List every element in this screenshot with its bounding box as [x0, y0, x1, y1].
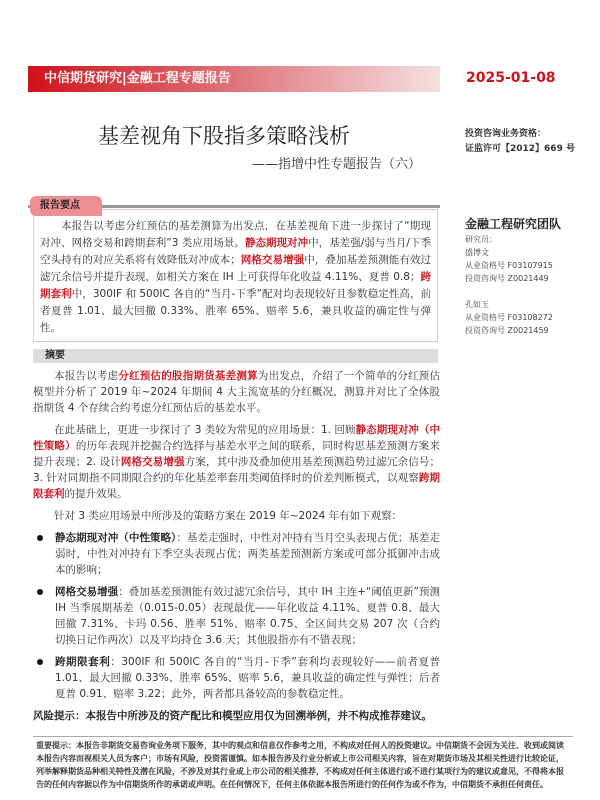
- text: 的提升效果。: [64, 488, 128, 500]
- qualification-license: 证监许可【2012】669 号: [465, 144, 575, 154]
- bullet-title: 跨期限套利: [55, 656, 111, 668]
- bullet-icon: [37, 535, 43, 541]
- highlight: 分红预估的股指期货基差测算: [118, 370, 258, 382]
- report-title: 基差视角下股指多策略浅析: [98, 124, 350, 148]
- member-consult: 投资咨询号 Z0021459: [465, 326, 549, 335]
- abstract-heading: 摘要: [33, 349, 438, 363]
- highlight: 网格交易增强: [120, 456, 185, 468]
- kp-highlight: 静态期现对冲: [244, 237, 309, 249]
- lower-section: [33, 349, 573, 791]
- kp-highlight: 网格交易增强: [240, 254, 305, 266]
- member-license: 从业资格号 F03107915: [465, 261, 553, 270]
- key-points-box: [33, 209, 438, 342]
- risk-warning: 风险提示：本报告中所涉及的资产配比和模型应用仅为回溯举例，并不构成推荐建议。: [33, 710, 432, 722]
- bullet-text: ：基差走强时，中性对冲持有当月空头表现占优；基差走弱时，中性对冲持有下季空头表现占优；两类基差预测新方案或可部分抵御冲击成本的影响；: [55, 532, 441, 576]
- kp-text: 中，叠加基差预测能有效过滤冗余信号并提升表现，如相关方案在 IH 上可获得年化收益 4.11%、夏普 0.8；: [40, 254, 432, 283]
- member-license: 从业资格号 F03108272: [465, 313, 553, 322]
- highlight: 跨期限套利: [33, 472, 440, 500]
- qualification-label: 投资咨询业务资格：: [465, 129, 547, 139]
- bullet-item: [33, 584, 440, 648]
- text: 为出发点，介绍了一个简单的分红预估模型并分析了 2019 年~2024 年期间 4 大主流宽基的分红概况，测算并对比了全体股指期货 4 个存续合约考虑分红预估后的基差水平。: [33, 370, 441, 414]
- bullet-text: ：叠加基差预测能有效过滤冗余信号，其中 IH 主连+“阈值更新”预测 IH 当季展期基差（0.015-0.05）表现最优——年化收益 4.11%、夏普 0.8、最大回撤 7.31%、卡玛 0.56、胜率 51%、赔率 0.75、全区间共交易 207 次（合约切换日记作两次）以及平均持仓 3.6 天；其他股指亦有不错表现；: [55, 586, 441, 646]
- member-name: 孔如玉: [465, 300, 489, 309]
- bullet-item: [33, 654, 440, 702]
- team-name: 金融工程研究团队: [465, 217, 562, 231]
- report-subtitle: ——指增中性专题报告（六）: [252, 157, 422, 172]
- report-date: 2025-01-08: [466, 70, 556, 86]
- kp-highlight: 跨期套利: [40, 271, 431, 300]
- abstract-body: [33, 368, 440, 724]
- team-label: 研究员：: [465, 235, 497, 244]
- member-name: 盛博文: [465, 248, 489, 257]
- text: 本报告以考虑: [54, 370, 119, 382]
- highlight: 静态期现对冲（中性策略）: [33, 424, 441, 452]
- report-series-banner: 中信期货研究|金融工程专题报告: [28, 66, 440, 92]
- qualification: [465, 127, 575, 157]
- bullet-icon: [37, 589, 43, 595]
- text: 方案，其中涉及叠加使用基差预测趋势过滤冗余信号；3. 针对同期指不同期限合约的年化基差率套用类阈值择时的价差判断模式，以观察: [33, 456, 441, 484]
- member-consult: 投资咨询号 Z0021449: [465, 274, 549, 283]
- abstract-paragraph: [33, 422, 440, 502]
- abstract-paragraph: [33, 368, 440, 416]
- key-points-tab: 报告要点: [30, 196, 102, 216]
- text: 在此基础上，更进一步探讨了 3 类较为常见的应用场景：1. 回顾: [54, 424, 356, 436]
- bullet-icon: [37, 659, 43, 665]
- abstract-paragraph: 针对 3 类应用场景中所涉及的策略方案在 2019 年~2024 年有如下观察：: [54, 510, 403, 522]
- bullet-title: 静态期现对冲（中性策略）: [55, 532, 177, 544]
- bullet-item: [33, 530, 440, 578]
- research-team: [465, 218, 561, 337]
- bullet-text: ：300IF 和 500IC 各自的“当月-下季”套利均表现较好——前者夏普 1.01、最大回撤 0.33%、胜率 65%、赔率 5.6，兼具收益的确定性与弹性；后者夏普 0.91、赔率 3.22；此外，两者都具备较高的参数稳定性。: [55, 656, 441, 700]
- text: 的历年表现并挖掘合约选择与基差水平之间的联系，同时构思基差预测方案来提升表现；2. 设计: [33, 440, 441, 468]
- kp-text: 中，300IF 和 500IC 各自的“当月-下季”配对均表现较好且参数稳定性高，前者夏普 1.01、最大回撤 0.33%、胜率 65%、赔率 5.6，兼具收益的确定性与弹性。: [40, 288, 432, 334]
- kp-text: 本报告以考虑分红预估的基差测算为出发点，在基差视角下进一步探讨了“期现对冲、网格交易和跨期套利”3 类应用场景。: [40, 220, 431, 249]
- footer-divider: [33, 736, 573, 737]
- disclaimer: 重要提示：本报告非期货交易咨询业务项下服务，其中的观点和信息仅作参考之用，不构成对任何人的投资建议。中信期货不会因为关注、收到或阅读本报告内容而视相关人员为客户；市场有风险，投资需谨慎。如本报告涉及行业分析或上市公司相关内容，旨在对期货市场及其相关性进行比较论证，列举解释期货品种相关特性及潜在风险，不涉及对其行业或上市公司的相关推荐，不构成对任何主体进行或不进行某项行为的建议或意见，不得将本报告的任何内容据以作为中信期货所作的承诺或声明。在任何情况下，任何主体依据本报告所进行的任何作为或不作为，中信期货不承担任何责任。: [36, 741, 564, 789]
- bullet-title: 网格交易增强: [55, 586, 119, 598]
- kp-text: 中，基差强/弱与当月/下季空头持有的对应关系将有效降低对冲成本；: [40, 237, 431, 266]
